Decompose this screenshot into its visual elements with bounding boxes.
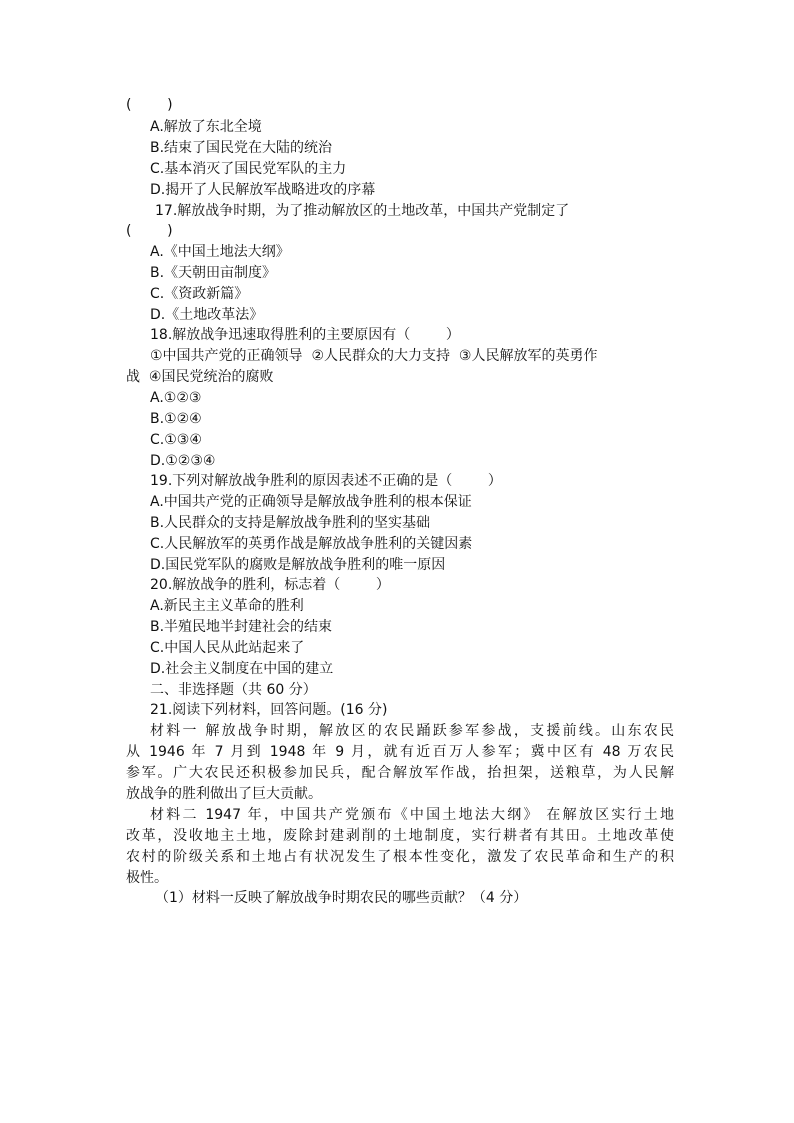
q19-option-b: B.人民群众的支持是解放战争胜利的坚实基础 xyxy=(150,515,431,531)
q16-option-c: C.基本消灭了国民党军队的主力 xyxy=(150,161,347,177)
q17-option-d: D.《土地改革法》 xyxy=(150,307,264,323)
q17-option-b: B.《天朝田亩制度》 xyxy=(150,265,277,281)
q18-option-c: C.①③④ xyxy=(150,432,202,448)
q19-stem: 19.下列对解放战争胜利的原因表述不正确的是（ ） xyxy=(150,473,502,489)
q21-subquestion-1: （1）材料一反映了解放战争时期农民的哪些贡献？（4 分） xyxy=(155,890,528,906)
q20-option-c: C.中国人民从此站起来了 xyxy=(150,640,305,656)
q18-items-line2: 战 ④国民党统治的腐败 xyxy=(126,369,274,385)
q21-material2-line3: 农村的阶级关系和土地占有状况发生了根本性变化，激发了农民革命和生产的积 xyxy=(126,849,674,865)
q21-stem: 21.阅读下列材料，回答问题。(16 分) xyxy=(150,702,388,718)
q18-option-d: D.①②③④ xyxy=(150,453,216,469)
q19-option-c: C.人民解放军的英勇作战是解放战争胜利的关键因素 xyxy=(150,536,473,552)
q16-option-d: D.揭开了人民解放军战略进攻的序幕 xyxy=(150,182,376,198)
q21-material1-line4: 放战争的胜利做出了巨大贡献。 xyxy=(126,786,322,802)
q21-material2-line4: 极性。 xyxy=(126,870,168,886)
q16-option-a: A.解放了东北全境 xyxy=(150,119,262,135)
q21-material1-line3: 参军。广大农民还积极参加民兵，配合解放军作战，抬担架，送粮草，为人民解 xyxy=(126,765,674,781)
q20-option-b: B.半殖民地半封建社会的结束 xyxy=(150,619,333,635)
q21-material2-line2: 改革，没收地主土地，废除封建剥削的土地制度，实行耕者有其田。土地改革使 xyxy=(126,828,674,844)
q16-answer-paren: ( ) xyxy=(126,97,173,113)
q18-option-b: B.①②④ xyxy=(150,411,202,427)
q21-material1-line2: 从 1946 年 7 月到 1948 年 9 月，就有近百万人参军；冀中区有 48 万农民 xyxy=(126,744,674,760)
section-two-heading: 二、非选择题（共 60 分） xyxy=(150,682,317,698)
q17-option-a: A.《中国土地法大纲》 xyxy=(150,244,290,260)
q18-items-line1: ①中国共产党的正确领导 ②人民群众的大力支持 ③人民解放军的英勇作 xyxy=(150,348,598,364)
q20-option-a: A.新民主主义革命的胜利 xyxy=(150,598,304,614)
q18-stem: 18.解放战争迅速取得胜利的主要原因有（ ） xyxy=(150,327,460,343)
q20-option-d: D.社会主义制度在中国的建立 xyxy=(150,661,334,677)
q18-option-a: A.①②③ xyxy=(150,390,202,406)
q17-answer-paren: ( ) xyxy=(126,223,173,239)
q16-option-b: B.结束了国民党在大陆的统治 xyxy=(150,140,333,156)
q20-stem: 20.解放战争的胜利，标志着（ ） xyxy=(150,577,390,593)
q17-option-c: C.《资政新篇》 xyxy=(150,286,249,302)
q19-option-a: A.中国共产党的正确领导是解放战争胜利的根本保证 xyxy=(150,494,472,510)
q21-material1-line1: 材料一 解放战争时期，解放区的农民踊跃参军参战，支援前线。山东农民 xyxy=(150,723,674,739)
q19-option-d: D.国民党军队的腐败是解放战争胜利的唯一原因 xyxy=(150,557,446,573)
q21-material2-line1: 材料二 1947 年，中国共产党颁布《中国土地法大纲》 在解放区实行土地 xyxy=(150,807,674,823)
q17-stem: 17.解放战争时期，为了推动解放区的土地改革，中国共产党制定了 xyxy=(155,203,570,219)
